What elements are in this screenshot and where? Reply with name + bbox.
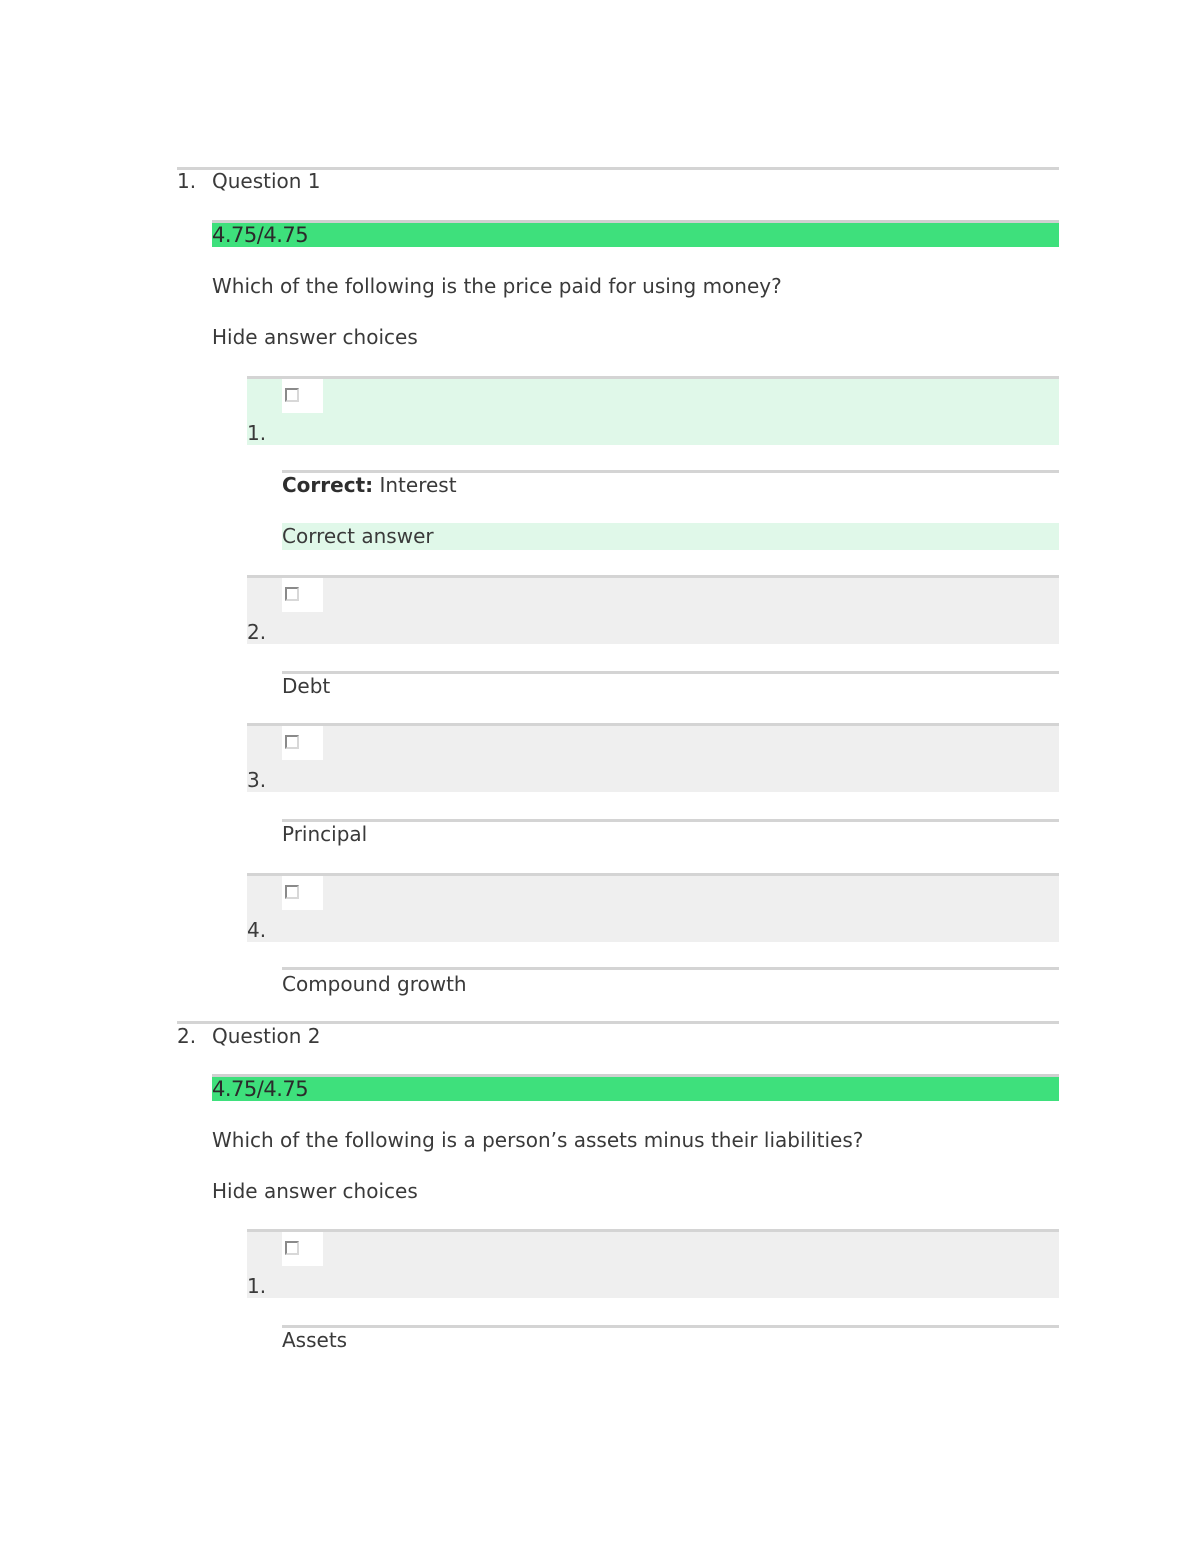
choice-number: 3. [247,768,267,792]
checkbox-wrapper [282,1232,323,1266]
question-prompt: Which of the following is a person’s assets minus their liabilities? [212,1128,864,1152]
question-prompt: Which of the following is the price paid for using money? [212,274,782,298]
score-bar [212,220,1059,247]
question-number: 2. [177,1024,197,1048]
correct-answer-badge [282,523,1059,550]
choice-divider [282,671,1059,674]
score-bar [212,1074,1059,1101]
choice-label: Debt [282,674,331,698]
choice-number: 4. [247,918,267,942]
answer-choice-row[interactable] [247,376,1059,445]
answer-checkbox[interactable] [285,885,299,899]
hide-answer-choices-toggle[interactable]: Hide answer choices [212,325,418,349]
choice-label: Compound growth [282,972,467,996]
answer-choice-row[interactable] [247,575,1059,644]
checkbox-wrapper [282,726,323,760]
choice-label: Interest [379,473,457,497]
correct-prefix: Correct: [282,473,374,497]
choice-label: Assets [282,1328,348,1352]
score-value: 4.75/4.75 [212,223,309,247]
answer-choice-row[interactable] [247,873,1059,942]
choice-number: 2. [247,620,267,644]
choice-divider [282,819,1059,822]
choice-divider [282,1325,1059,1328]
choice-divider [282,967,1059,970]
hide-answer-choices-toggle[interactable]: Hide answer choices [212,1179,418,1203]
choice-number: 1. [247,421,267,445]
checkbox-wrapper [282,876,323,910]
answer-checkbox[interactable] [285,587,299,601]
correct-answer-label: Correct answer [282,524,434,548]
choice-label: Principal [282,822,368,846]
answer-checkbox[interactable] [285,388,299,402]
question-title: Question 1 [212,169,321,193]
answer-checkbox[interactable] [285,735,299,749]
choice-number: 1. [247,1274,267,1298]
answer-choice-row[interactable] [247,1229,1059,1298]
answer-checkbox[interactable] [285,1241,299,1255]
checkbox-wrapper [282,379,323,413]
question-title: Question 2 [212,1024,321,1048]
score-value: 4.75/4.75 [212,1077,309,1101]
answer-choice-text [282,472,457,498]
answer-choice-row[interactable] [247,723,1059,792]
question-number: 1. [177,169,197,193]
checkbox-wrapper [282,578,323,612]
